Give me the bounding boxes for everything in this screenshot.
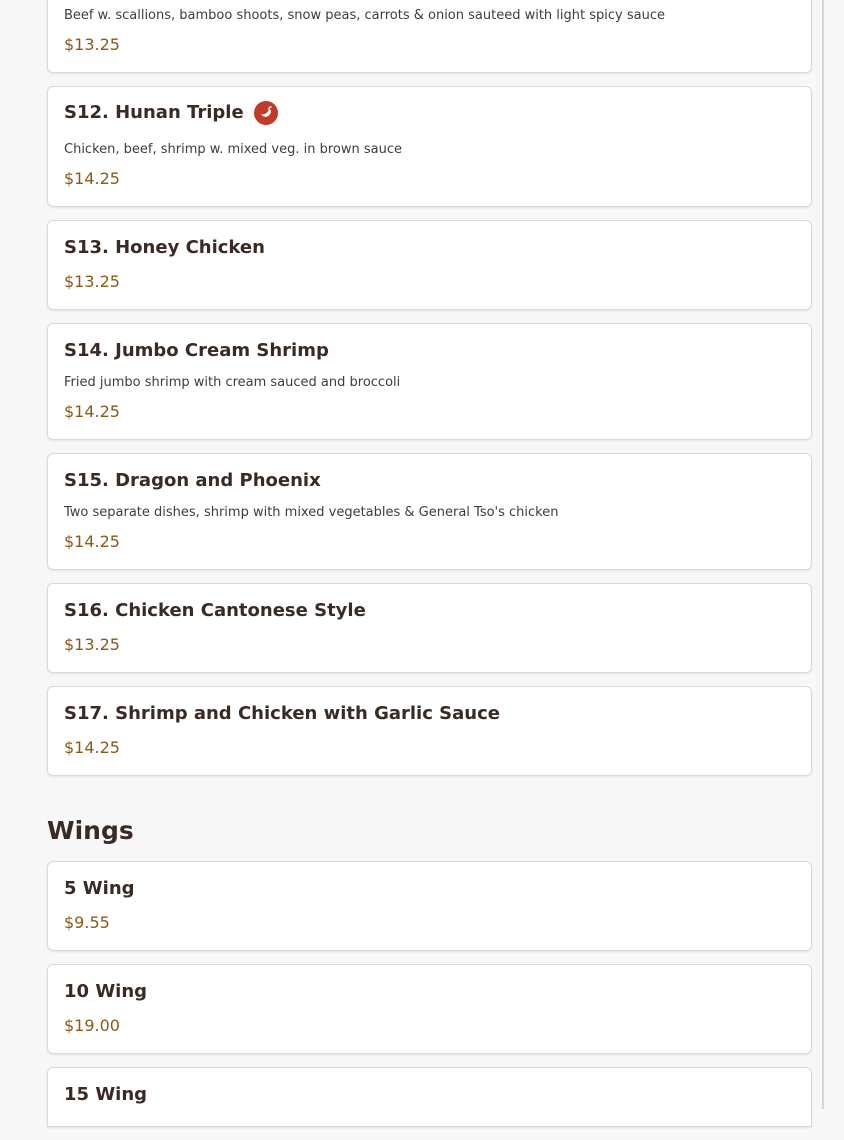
menu-item-price: $14.25 xyxy=(64,532,120,551)
menu-item-price: $13.25 xyxy=(64,272,120,291)
menu-item-description: Chicken, beef, shrimp w. mixed veg. in brown sauce xyxy=(64,142,402,157)
menu-item-card[interactable] xyxy=(47,220,812,310)
menu-item-description: Beef w. scallions, bamboo shoots, snow peas, carrots & onion sauteed with light spicy sauce xyxy=(64,8,665,23)
wings-section xyxy=(47,861,812,1140)
menu-item-card[interactable] xyxy=(47,583,812,673)
menu-item-card[interactable] xyxy=(47,861,812,951)
menu-item-price: $14.25 xyxy=(64,402,120,421)
menu-item-title: 5 Wing xyxy=(64,878,135,899)
menu-item-card[interactable] xyxy=(47,0,812,73)
menu-item-title: S17. Shrimp and Chicken with Garlic Sauce xyxy=(64,703,500,724)
menu-item-title: 10 Wing xyxy=(64,981,148,1002)
menu-item-card[interactable] xyxy=(47,964,812,1054)
section-title-wings: Wings xyxy=(47,816,134,845)
menu-item-price: $19.00 xyxy=(64,1016,120,1035)
menu-item-price: $13.25 xyxy=(64,35,120,54)
menu-item-title xyxy=(64,101,278,125)
menu-item-title: S16. Chicken Cantonese Style xyxy=(64,600,366,621)
menu-item-card[interactable] xyxy=(47,86,812,207)
menu-item-price: $13.25 xyxy=(64,635,120,654)
menu-item-card[interactable] xyxy=(47,686,812,776)
menu-item-card[interactable] xyxy=(47,453,812,570)
menu-item-card[interactable] xyxy=(47,323,812,440)
menu-item-price: $9.55 xyxy=(64,913,110,932)
menu-item-title-text: S12. Hunan Triple xyxy=(64,102,244,123)
menu-item-title: S14. Jumbo Cream Shrimp xyxy=(64,340,329,361)
menu-item-description: Two separate dishes, shrimp with mixed vegetables & General Tso's chicken xyxy=(64,505,559,520)
menu-item-card[interactable] xyxy=(47,1067,812,1127)
menu-item-title: S15. Dragon and Phoenix xyxy=(64,470,321,491)
menu-item-title: S13. Honey Chicken xyxy=(64,237,265,258)
chili-pepper-icon xyxy=(254,101,278,125)
specials-section xyxy=(47,0,812,789)
menu-item-price: $14.25 xyxy=(64,169,120,188)
menu-item-description: Fried jumbo shrimp with cream sauced and broccoli xyxy=(64,375,401,390)
menu-item-title: 15 Wing xyxy=(64,1084,148,1105)
menu-item-price: $14.25 xyxy=(64,738,120,757)
